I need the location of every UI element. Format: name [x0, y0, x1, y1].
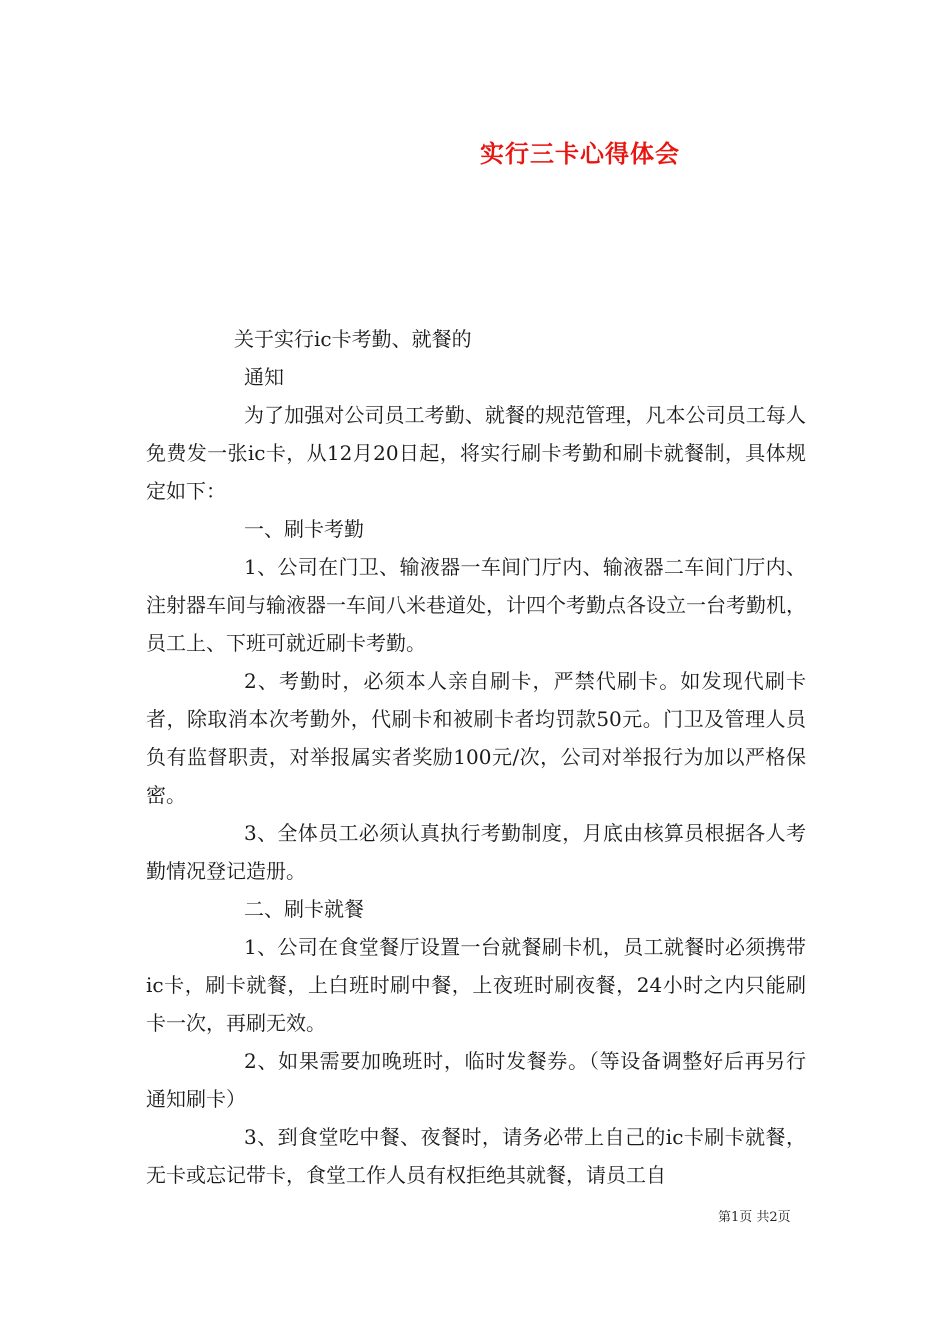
document-body	[146, 320, 806, 1194]
page-footer: 第1页 共2页	[718, 1210, 791, 1225]
section1-title: 一、刷卡考勤	[244, 517, 364, 541]
section2-item: 2、如果需要加晚班时，临时发餐券。（等设备调整好后再另行通知刷卡）	[146, 1049, 806, 1111]
section1-item: 1、公司在门卫、输液器一车间门厅内、输液器二车间门厅内、注射器车间与输液器一车间八米巷道处，计四个考勤点各设立一台考勤机，员工上、下班可就近刷卡考勤。	[146, 555, 806, 655]
section1-item: 2、考勤时，必须本人亲自刷卡，严禁代刷卡。如发现代刷卡者，除取消本次考勤外，代刷卡和被刷卡者均罚款50元。门卫及管理人员负有监督职责，对举报属实者奖励100元/次，公司对举报行为加以严格保密。	[146, 669, 806, 807]
intro-paragraph: 为了加强对公司员工考勤、就餐的规范管理，凡本公司员工每人免费发一张ic卡，从12月20日起，将实行刷卡考勤和刷卡就餐制，具体规定如下：	[146, 403, 806, 503]
notice-heading-line2: 通知	[244, 365, 284, 389]
section2-title: 二、刷卡就餐	[244, 897, 364, 921]
section2-item: 3、到食堂吃中餐、夜餐时，请务必带上自己的ic卡刷卡就餐，无卡或忘记带卡，食堂工作人员有权拒绝其就餐，请员工自	[146, 1125, 806, 1187]
section1-item: 3、全体员工必须认真执行考勤制度，月底由核算员根据各人考勤情况登记造册。	[146, 821, 806, 883]
document-title: 实行三卡心得体会	[480, 139, 680, 168]
section2-item: 1、公司在食堂餐厅设置一台就餐刷卡机，员工就餐时必须携带ic卡，刷卡就餐，上白班时刷中餐，上夜班时刷夜餐，24小时之内只能刷卡一次，再刷无效。	[146, 935, 806, 1035]
notice-heading-line1: 关于实行ic卡考勤、就餐的	[234, 327, 472, 351]
